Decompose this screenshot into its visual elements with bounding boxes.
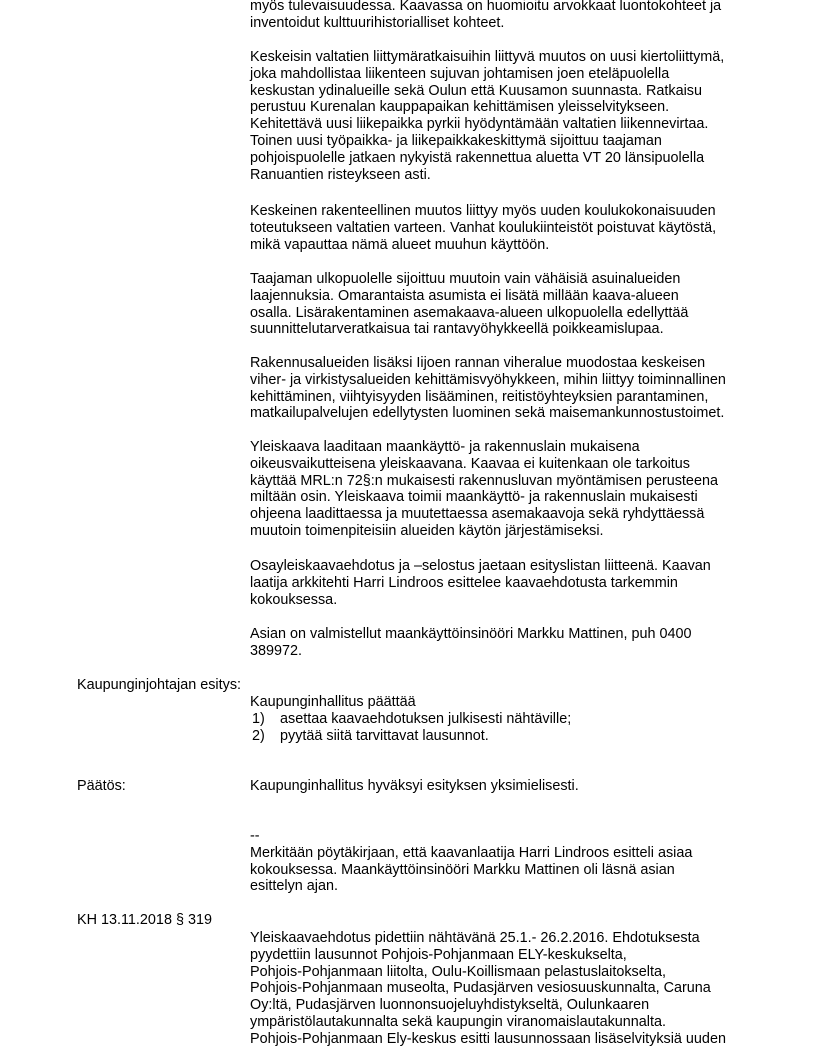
proposal-label: Kaupunginjohtajan esitys: (77, 677, 242, 693)
text-line: pyydettiin lausunnot Pohjois-Pohjanmaan ELY-keskukselta, (250, 946, 627, 963)
text-line: osalla. Lisärakentaminen asemakaava-alueen ulkopuolella edellyttää (250, 304, 689, 321)
proposal-item (250, 728, 750, 745)
item-text: asettaa kaavaehdotuksen julkisesti nähtäville; (280, 710, 572, 727)
note-dashes: -- (250, 828, 260, 844)
text-line: Rakennusalueiden lisäksi Iijoen rannan viheralue muodostaa keskeisen (250, 355, 706, 371)
text-line: Pohjois-Pohjanmaan Ely-keskus esitti lausunnossaan lisäselvityksiä uuden (250, 1030, 726, 1047)
text-line: pohjoispuolelle jatkaen nykyistä rakennettua aluetta VT 20 länsipuolella (250, 149, 705, 166)
proposal-item (250, 711, 750, 728)
text-line: Yleiskaavaehdotus pidettiin nähtävänä 25.1.- 26.2.2016. Ehdotuksesta (250, 930, 700, 946)
text-line: laatija arkkitehti Harri Lindroos esittelee kaavaehdotusta tarkemmin (250, 574, 678, 591)
text-line: 389972. (250, 642, 303, 659)
text-line: kokouksessa. Maankäyttöinsinööri Markku Mattinen oli läsnä asian (250, 861, 675, 878)
kh-label: KH 13.11.2018 § 319 (77, 912, 212, 928)
text-line: inventoidut kulttuurihistorialliset kohteet. (250, 14, 505, 31)
text-line: myös tulevaisuudessa. Kaavassa on huomioitu arvokkaat luontokohteet ja (250, 0, 722, 14)
text-line: Oy:ltä, Pudasjärven luonnonsuojeluyhdistykseltä, Oulunkaaren (250, 997, 650, 1014)
text-line: Pohjois-Pohjanmaan museolta, Pudasjärven vesiosuuskunnalta, Caruna (250, 980, 711, 997)
text-line: muutoin toimenpiteisiin alueiden käytön järjestämiseksi. (250, 522, 604, 539)
paragraph-roundabout (250, 49, 750, 183)
text-line: Taajaman ulkopuolelle sijoittuu muutoin vain vähäisiä asuinalueiden (250, 271, 681, 287)
decision-text: Kaupunginhallitus hyväksyi esityksen yksimielisesti. (250, 778, 579, 794)
proposal-body (250, 694, 750, 744)
paragraph-residential (250, 271, 750, 338)
paragraph-preparer (250, 626, 750, 660)
paragraph-green-zone (250, 355, 750, 422)
text-line: miltään osin. Yleiskaava toimii maankäyttö- ja rakennuslain mukaisesti (250, 489, 698, 506)
text-line: viher- ja virkistysalueiden kehittämisvyöhykkeen, mihin liittyy toiminnallinen (250, 371, 726, 388)
text-line: Kehitettävä uusi liikepaikka pyrkii hyödyntämään valtatien liikennevirtaa. (250, 116, 709, 133)
paragraph-school (250, 203, 750, 253)
text-line: Toinen uusi työpaikka- ja liikepaikkakeskittymä sijoittuu taajaman (250, 132, 662, 149)
text-line: suunnittelutarveratkaisua tai rantavyöhykkeellä poikkeamislupaa. (250, 321, 664, 338)
item-text: pyytää siitä tarvittavat lausunnot. (280, 727, 489, 744)
text-line: Keskeisin valtatien liittymäratkaisuihin liittyvä muutos on uusi kiertoliittymä, (250, 49, 725, 65)
text-line: joka mahdollistaa liikenteen sujuvan johtamisen joen eteläpuolella (250, 65, 670, 82)
item-number: 2) (252, 727, 265, 744)
item-number: 1) (252, 710, 265, 727)
text-line: keskustan ydinalueille sekä Oulun että Kuusamon suunnasta. Ratkaisu (250, 82, 702, 99)
text-line: laajennuksia. Omarantaista asumista ei lisätä millään kaava-alueen (250, 287, 679, 304)
text-line: kehittäminen, viihtyisyyden lisääminen, reitistöyhteyksien parantaminen, (250, 388, 709, 405)
paragraph-attachment (250, 558, 750, 608)
decision-body (250, 778, 750, 795)
text-line: Yleiskaava laaditaan maankäyttö- ja rakennuslain mukaisena (250, 439, 640, 455)
text-line: esittelyn ajan. (250, 878, 338, 895)
text-line: Osayleiskaavaehdotus ja –selostus jaetaan esityslistan liitteenä. Kaavan (250, 558, 711, 574)
text-line: ohjeena laadittaessa ja muutettaessa asemakaavoja sekä ryhdyttäessä (250, 506, 705, 523)
decision-label: Päätös: (77, 778, 126, 794)
text-line: Ranuantien risteykseen asti. (250, 166, 431, 183)
paragraph-continuation (250, 0, 750, 32)
kh-body (250, 930, 750, 1048)
text-line: kokouksessa. (250, 591, 338, 608)
text-line: Keskeinen rakenteellinen muutos liittyy myös uuden koulukokonaisuuden (250, 203, 716, 219)
text-line: toteutukseen valtatien varteen. Vanhat koulukiinteistöt poistuvat käytöstä, (250, 219, 717, 236)
text-line: Asian on valmistellut maankäyttöinsinööri Markku Mattinen, puh 0400 (250, 626, 692, 642)
minutes-note (250, 828, 750, 895)
paragraph-legal-effect (250, 439, 750, 540)
text-line: käyttää MRL:n 72§:n mukaisesti rakennusluvan myöntämisen perusteena (250, 472, 718, 489)
text-line: oikeusvaikutteisena yleiskaavana. Kaavaa ei kuitenkaan ole tarkoitus (250, 455, 690, 472)
text-line: matkailupalvelujen edellytysten luominen sekä maisemankunnostustoimet. (250, 405, 725, 422)
text-line: Pohjois-Pohjanmaan liitolta, Oulu-Koillismaan pelastuslaitokselta, (250, 963, 666, 980)
text-line: perustuu Kurenalan kauppapaikan kehittämisen yleisselvitykseen. (250, 99, 670, 116)
text-line: mikä vapauttaa nämä alueet muuhun käyttöön. (250, 236, 550, 253)
text-line: ympäristölautakunnalta sekä kaupungin viranomaislautakunnalta. (250, 1013, 666, 1030)
text-line: Merkitään pöytäkirjaan, että kaavanlaatija Harri Lindroos esitteli asiaa (250, 844, 693, 861)
proposal-intro: Kaupunginhallitus päättää (250, 694, 416, 710)
